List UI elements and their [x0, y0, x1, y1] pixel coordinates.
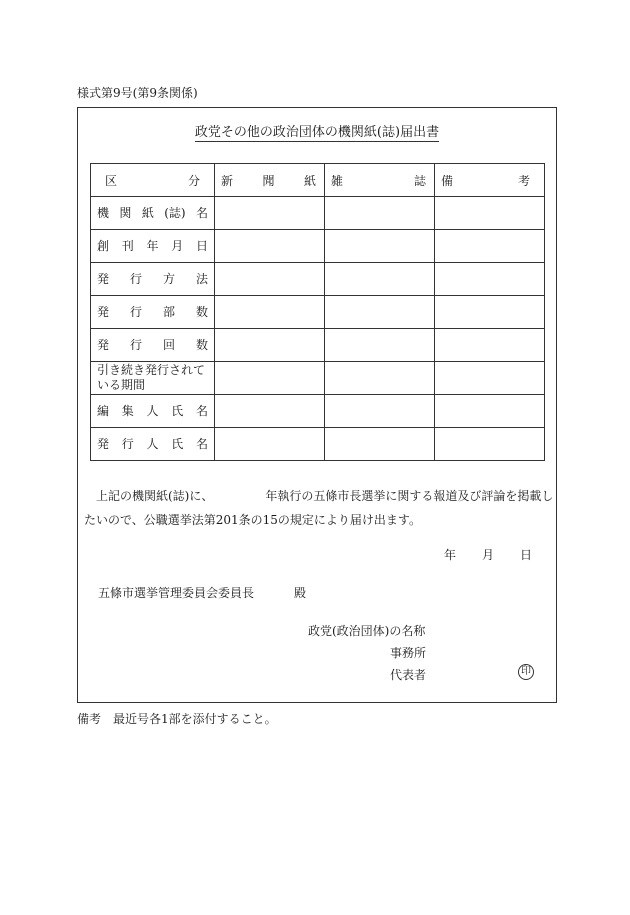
header-magazine: 雑 誌	[325, 164, 435, 197]
row-label-first-issue-date: 創 刊 年 月 日	[91, 230, 215, 263]
date-year: 年	[443, 548, 456, 562]
magazine-cell[interactable]	[325, 395, 435, 428]
row-label-publisher-name: 発 行 人 氏 名	[91, 428, 215, 461]
newspaper-cell[interactable]	[215, 362, 325, 395]
header-newspaper: 新 聞 紙	[215, 164, 325, 197]
date-month: 月	[481, 548, 494, 562]
newspaper-cell[interactable]	[215, 428, 325, 461]
date-day: 日	[519, 548, 532, 562]
addressee: 五條市選挙管理委員会委員長 殿	[98, 586, 307, 600]
magazine-cell[interactable]	[325, 197, 435, 230]
magazine-cell[interactable]	[325, 230, 435, 263]
header-category: 区 分	[91, 164, 215, 197]
newspaper-cell[interactable]	[215, 230, 325, 263]
magazine-cell[interactable]	[325, 263, 435, 296]
remark-note: 備考 最近号各1部を添付すること。	[77, 712, 277, 726]
newspaper-cell[interactable]	[215, 329, 325, 362]
row-label-publishing-method: 発 行 方 法	[91, 263, 215, 296]
remarks-cell[interactable]	[435, 263, 545, 296]
table-row	[91, 362, 545, 395]
row-label-circulation: 発 行 部 数	[91, 296, 215, 329]
table-row	[91, 329, 545, 362]
header-remarks: 備 考	[435, 164, 545, 197]
org-name-label: 政党(政治団体)の名称	[308, 624, 426, 638]
declaration-paragraph: 上記の機関紙(誌)に、 年執行の五條市長選挙に関する報道及び評論を掲載し たいので、公職選挙法第201条の15の規定により届け出ます。	[84, 489, 554, 527]
table-row	[91, 230, 545, 263]
seal-mark-icon: 印	[518, 664, 534, 680]
newspaper-cell[interactable]	[215, 263, 325, 296]
table-row	[91, 263, 545, 296]
magazine-cell[interactable]	[325, 329, 435, 362]
newspaper-cell[interactable]	[215, 296, 325, 329]
remarks-cell[interactable]	[435, 395, 545, 428]
table-row	[91, 428, 545, 461]
remarks-cell[interactable]	[435, 428, 545, 461]
row-label-frequency: 発 行 回 数	[91, 329, 215, 362]
date-line	[444, 546, 532, 563]
table-row	[91, 395, 545, 428]
registration-table	[90, 163, 545, 461]
magazine-cell[interactable]	[325, 428, 435, 461]
remarks-cell[interactable]	[435, 197, 545, 230]
newspaper-cell[interactable]	[215, 395, 325, 428]
table-row	[91, 197, 545, 230]
form-title: 政党その他の政治団体の機関紙(誌)届出書	[78, 121, 556, 142]
remarks-cell[interactable]	[435, 329, 545, 362]
remarks-cell[interactable]	[435, 230, 545, 263]
magazine-cell[interactable]	[325, 362, 435, 395]
representative-label: 代表者	[390, 668, 427, 682]
table-header-row	[91, 164, 545, 197]
table-row	[91, 296, 545, 329]
row-label-organ-name: 機 関 紙 (誌) 名	[91, 197, 215, 230]
row-label-editor-name: 編 集 人 氏 名	[91, 395, 215, 428]
remarks-cell[interactable]	[435, 362, 545, 395]
office-label: 事務所	[390, 646, 427, 660]
form-frame	[77, 107, 557, 703]
magazine-cell[interactable]	[325, 296, 435, 329]
remarks-cell[interactable]	[435, 296, 545, 329]
newspaper-cell[interactable]	[215, 197, 325, 230]
form-number: 様式第9号(第9条関係)	[77, 86, 198, 100]
row-label-continuous-period: 引き続き発行されている期間	[91, 362, 215, 395]
